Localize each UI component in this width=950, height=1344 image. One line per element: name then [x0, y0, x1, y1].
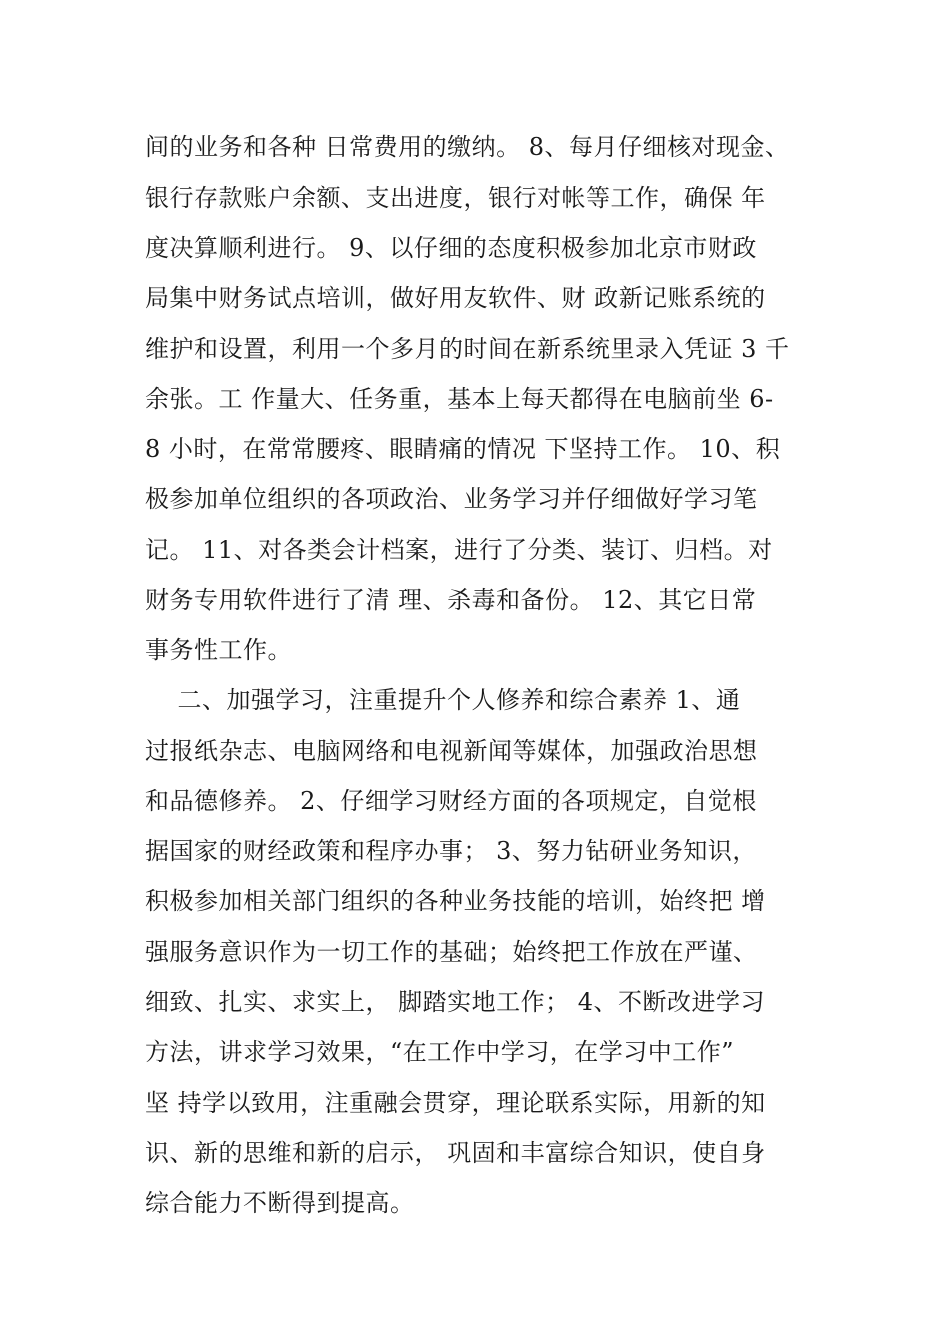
text-line: 方法，讲求学习效果，“在工作中学习，在学习中工作” [145, 1038, 735, 1066]
text-line: 财务专用软件进行了清 理、杀毒和备份。 12、其它日常 [145, 586, 757, 614]
text-line: 局集中财务试点培训，做好用友软件、财 政新记账系统的 [145, 284, 766, 312]
text-line: 度决算顺利进行。 9、以仔细的态度积极参加北京市财政 [145, 234, 757, 262]
text-line: 维护和设置，利用一个多月的时间在新系统里录入凭证 3 千 [145, 335, 790, 363]
text-line: 极参加单位组织的各项政治、业务学习并仔细做好学习笔 [145, 485, 758, 513]
text-line: 过报纸杂志、电脑网络和电视新闻等媒体，加强政治思想 [145, 737, 758, 765]
text-line: 据国家的财经政策和程序办事； 3、努力钻研业务知识， [145, 837, 757, 865]
text-line: 银行存款账户余额、支出进度，银行对帐等工作，确保 年 [145, 184, 766, 212]
text-line: 记。 11、对各类会计档案，进行了分类、装订、归档。对 [145, 536, 773, 564]
text-line: 综合能力不断得到提高。 [145, 1189, 415, 1217]
text-line: 细致、扎实、求实上， 脚踏实地工作； 4、不断改进学习 [145, 988, 766, 1016]
text-line: 识、新的思维和新的启示， 巩固和丰富综合知识，使自身 [145, 1139, 766, 1167]
text-line: 积极参加相关部门组织的各种业务技能的培训，始终把 增 [145, 887, 766, 915]
text-line: 事务性工作。 [145, 636, 292, 664]
text-line: 间的业务和各种 日常费用的缴纳。 8、每月仔细核对现金、 [145, 133, 790, 161]
text-line: 余张。工 作量大、任务重，基本上每天都得在电脑前坐 6- [145, 385, 774, 413]
text-line: 坚 持学以致用，注重融会贯穿，理论联系实际，用新的知 [145, 1089, 766, 1117]
text-line: 和品德修养。 2、仔细学习财经方面的各项规定，自觉根 [145, 787, 757, 815]
section-heading-line: 二、加强学习，注重提升个人修养和综合素养 1、通 [145, 686, 741, 714]
text-line: 8 小时，在常常腰疼、眼睛痛的情况 下坚持工作。 10、积 [145, 435, 781, 463]
text-line: 强服务意识作为一切工作的基础；始终把工作放在严谨、 [145, 938, 758, 966]
